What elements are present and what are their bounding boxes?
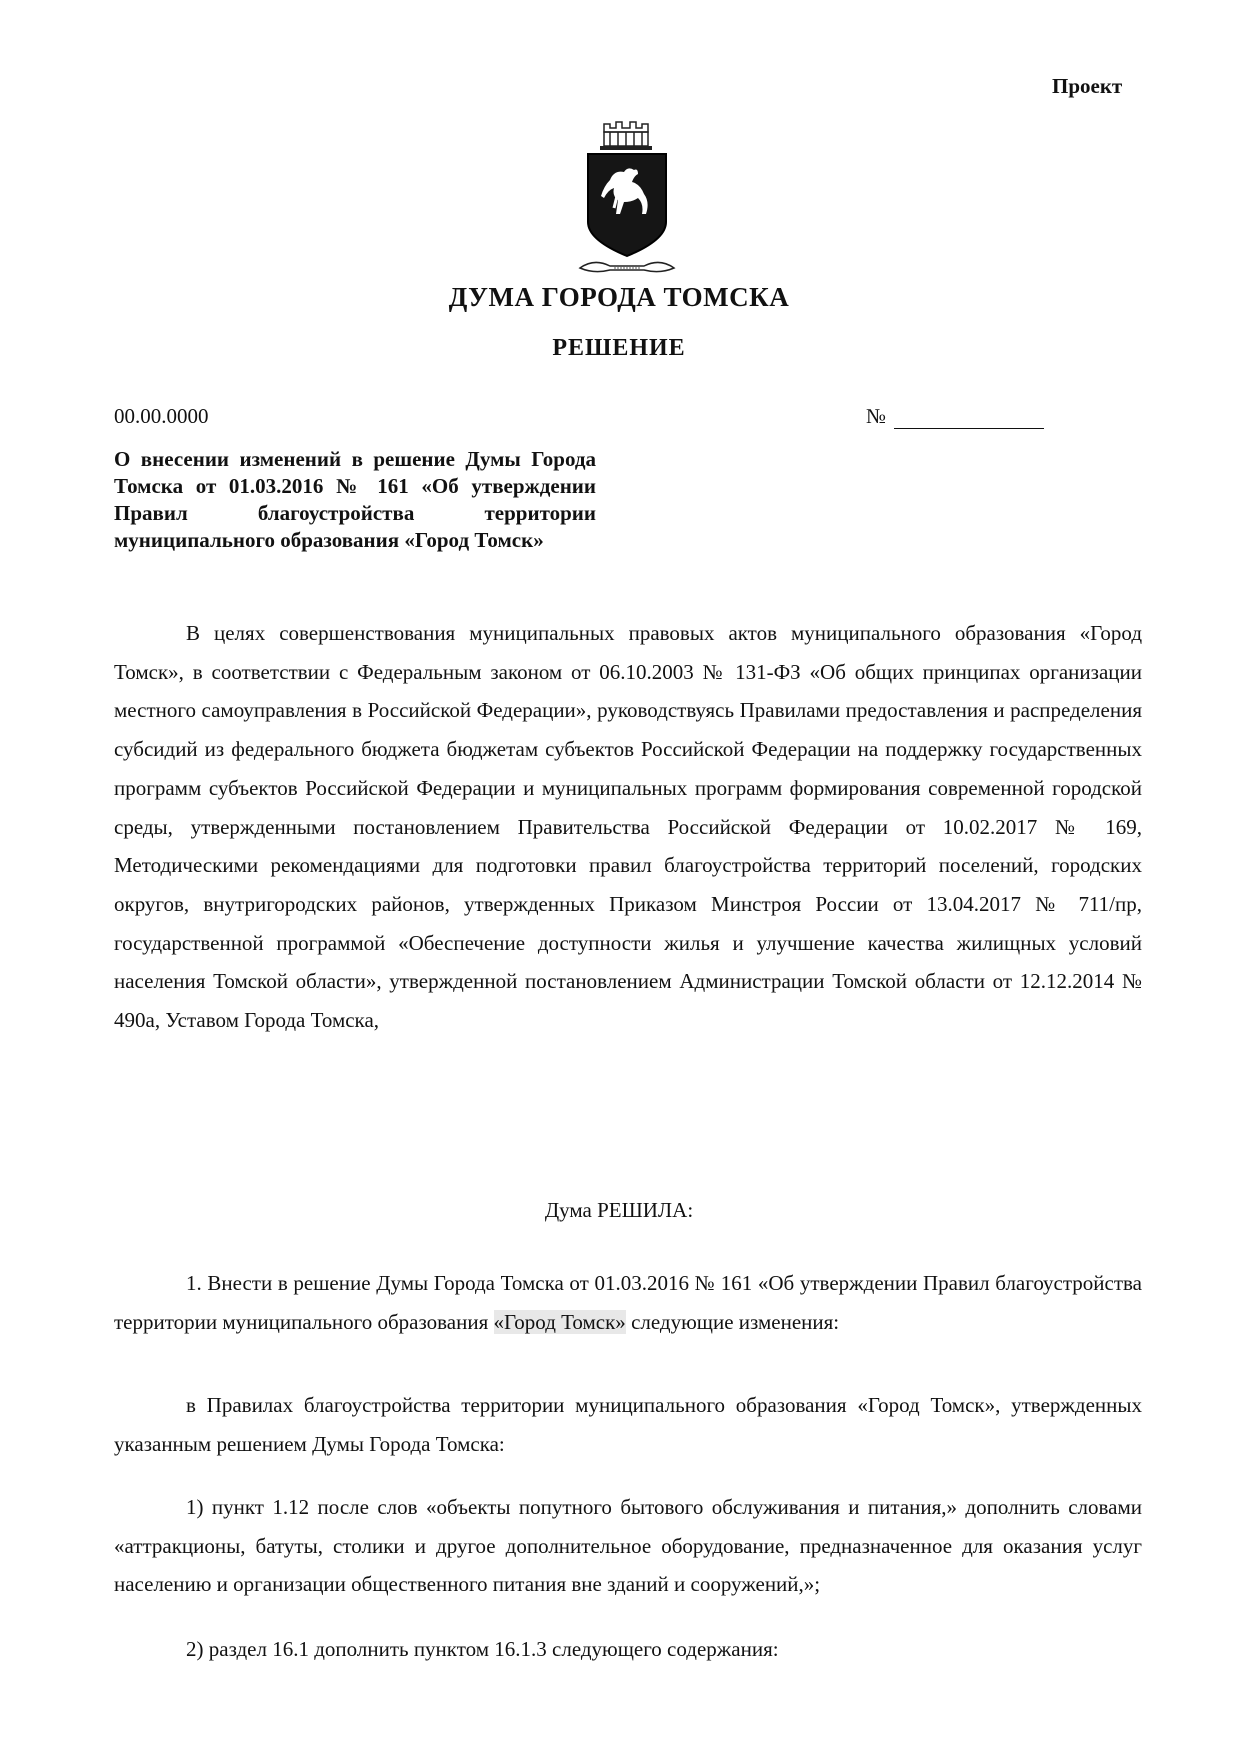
document-number bbox=[866, 404, 1044, 429]
document-subject: О внесении изменений в решение Думы Города Томска от 01.03.2016 № 161 «Об утверждении Правил благоустройства территории муниципального образования «Город Томск» bbox=[114, 447, 596, 552]
amendment-item-1: 1) пункт 1.12 после слов «объекты попутного бытового обслуживания и питания,» дополнить словами «аттракционы, батуты, столики и другое дополнительное оборудование, предназначенное для оказания услуг населению и организации общественного питания вне зданий и сооружений,»; bbox=[114, 1495, 1142, 1597]
clause-1-text: 1. Внести в решение Думы Города Томска от 01.03.2016 № 161 «Об утверждении Правил благоустройства территории муниципального образования bbox=[114, 1271, 1142, 1334]
amendment-item-2: 2) раздел 16.1 дополнить пунктом 16.1.3 следующего содержания: bbox=[186, 1637, 779, 1661]
amendment-intro-paragraph: в Правилах благоустройства территории муниципального образования «Город Томск», утвержденных указанным решением Думы Города Томска: bbox=[114, 1393, 1142, 1456]
clause-1-highlight: «Город Томск» bbox=[493, 1309, 626, 1334]
draft-label: Проект bbox=[1052, 74, 1123, 98]
document-number-label: № bbox=[866, 404, 887, 428]
document-type: РЕШЕНИЕ bbox=[552, 335, 686, 361]
resolution-heading: Дума РЕШИЛА: bbox=[544, 1198, 694, 1222]
organization-name: ДУМА ГОРОДА ТОМСКА bbox=[448, 282, 790, 312]
document-number-blank bbox=[894, 406, 1044, 429]
clause-1-paragraph bbox=[114, 1264, 1142, 1341]
clause-1-text-end: следующие изменения: bbox=[625, 1309, 840, 1334]
tomsk-coat-of-arms-icon bbox=[574, 118, 680, 284]
preamble-paragraph: В целях совершенствования муниципальных правовых актов муниципального образования «Город Томск», в соответствии с Федеральным законом от 06.10.2003 № 131-ФЗ «Об общих принципах организации местного самоуправления в Российской Федерации», руководствуясь Правилами предоставления и распределения субсидий из федерального бюджета бюджетам субъектов Российской Федерации на поддержку государственных программ субъектов Российской Федерации и муниципальных программ формирования современной городской среды, утвержденными постановлением Правительства Российской Федерации от 10.02.2017 № 169, Методическими рекомендациями для подготовки правил благоустройства территорий поселений, городских округов, внутригородских районов, утвержденных Приказом Минстроя России от 13.04.2017 № 711/пр, государственной программой «Обеспечение доступности жилья и улучшение качества жилищных условий населения Томской области», утвержденной постановлением Администрации Томской области от 12.12.2014 № 490а, Уставом Города Томска, bbox=[114, 621, 1142, 1033]
document-date: 00.00.0000 bbox=[114, 404, 209, 428]
